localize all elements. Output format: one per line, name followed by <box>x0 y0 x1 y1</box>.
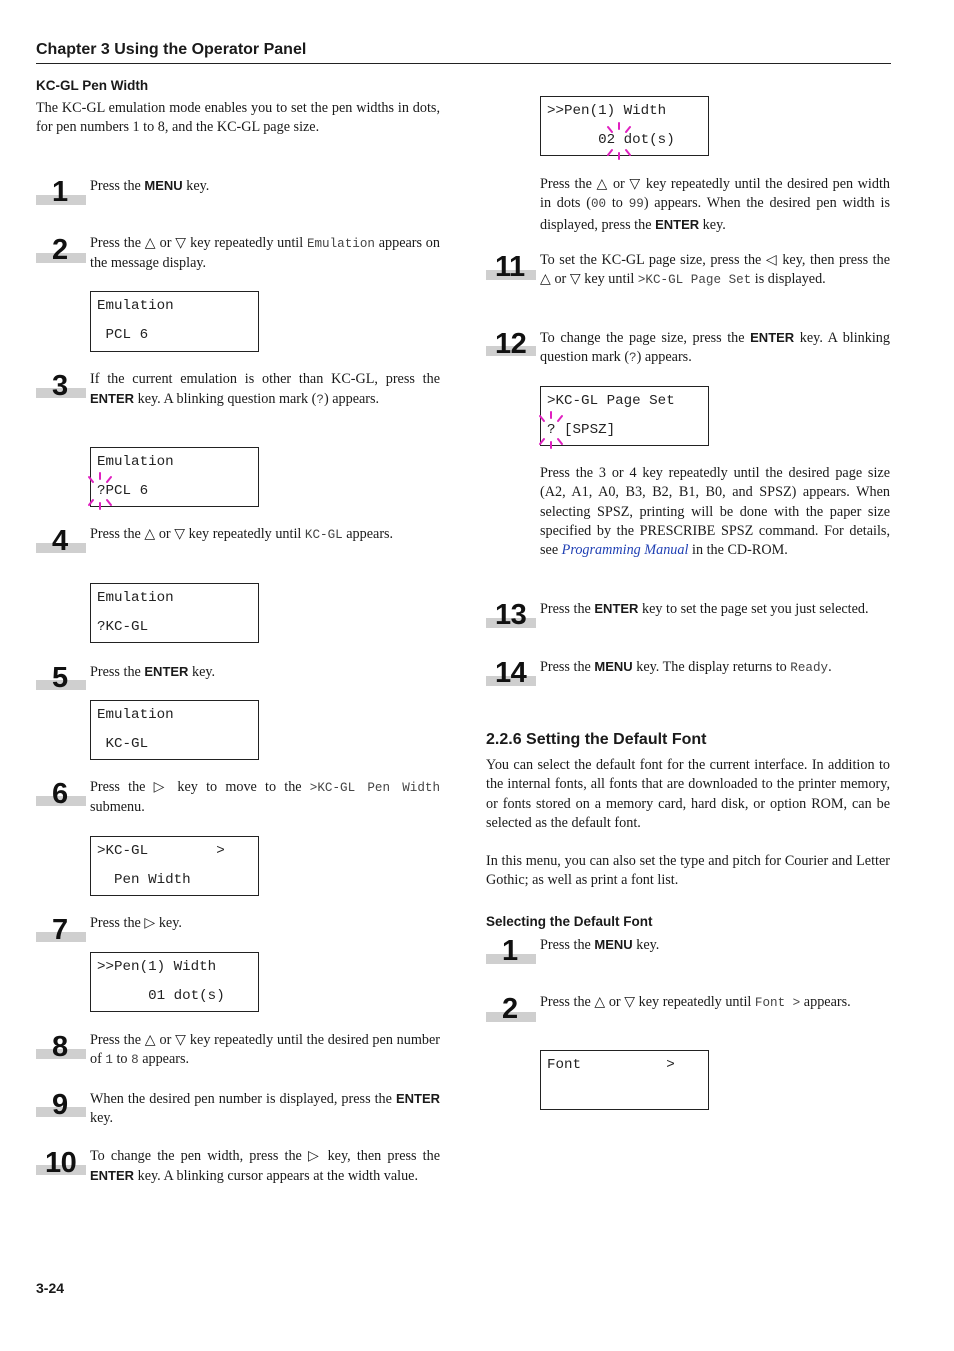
blink-indicator-icon <box>537 411 565 449</box>
step-number: 1 <box>502 935 518 967</box>
step-6-text: Press the ▷ key to move to the >KC-GL Pen Width submenu. <box>90 779 441 816</box>
lcd-line-2: ?KC-GL <box>97 619 149 635</box>
pen-width-paragraph: Press the △ or ▽ key repeatedly until the desired pen width in dots (00 to 99) appears. When the desired pen width is displayed, press the ENTER key. <box>540 176 891 233</box>
step-number: 7 <box>52 914 68 946</box>
lcd-display <box>540 386 709 446</box>
section-paragraph-1: You can select the default font for the current interface. In addition to the internal fonts, all fonts that are downloaded to the printer memory, or fonts stored on a memory card, hard disk, or option ROM, can be selected as the default font. <box>486 757 890 831</box>
lcd-display <box>90 291 259 352</box>
lcd-line-1: Font > <box>547 1057 675 1073</box>
section-heading-pen-width: KC-GL Pen Width <box>36 78 149 93</box>
lcd-line-2: PCL 6 <box>97 327 149 343</box>
step-2-text: Press the △ or ▽ key repeatedly until Emulation appears on the message display. <box>90 235 440 272</box>
subsection-heading: Selecting the Default Font <box>486 914 653 929</box>
step-number: 12 <box>495 328 527 360</box>
font-step-1-text: Press the MENU key. <box>540 937 660 953</box>
lcd-line-1: Emulation <box>97 454 174 470</box>
blink-indicator-icon <box>86 472 114 510</box>
lcd-line-2: 01 dot(s) <box>97 988 225 1004</box>
lcd-line-2: Pen Width <box>97 872 191 888</box>
step-number: 1 <box>52 176 68 208</box>
blink-indicator-icon <box>605 122 633 160</box>
step-5-text: Press the ENTER key. <box>90 664 216 680</box>
lcd-line-1: >>Pen(1) Width <box>547 103 667 119</box>
step-8-text: Press the △ or ▽ key repeatedly until the desired pen number of 1 to 8 appears. <box>90 1032 440 1068</box>
step-13-text: Press the ENTER key to set the page set you just selected. <box>540 601 869 617</box>
lcd-line-1: Emulation <box>97 298 174 314</box>
chapter-title: Chapter 3 Using the Operator Panel <box>36 41 307 58</box>
step-11-text: To set the KC-GL page size, press the ◁ key, then press the △ or ▽ key until >KC-GL Page Set is displayed. <box>540 252 890 288</box>
step-number: 8 <box>52 1031 68 1063</box>
lcd-display <box>540 1050 709 1110</box>
step-14-text: Press the MENU key. The display returns to Ready. <box>540 659 832 675</box>
lcd-display <box>90 952 259 1012</box>
step-number: 14 <box>495 657 527 689</box>
step-number: 4 <box>52 525 68 557</box>
font-step-2-text: Press the △ or ▽ key repeatedly until Font > appears. <box>540 994 851 1010</box>
lcd-display <box>90 583 259 643</box>
page-number: 3-24 <box>36 1280 65 1296</box>
intro-paragraph: The KC-GL emulation mode enables you to set the pen widths in dots, for pen numbers 1 to 8, and the KC-GL page size. <box>36 100 440 136</box>
header-rule <box>36 63 891 64</box>
section-paragraph-2: In this menu, you can also set the type and pitch for Courier and Letter Gothic; as well as print a font list. <box>486 853 890 889</box>
step-number: 10 <box>45 1147 77 1179</box>
lcd-display <box>90 447 259 507</box>
step-10-text: To change the pen width, press the ▷ key, then press the ENTER key. A blinking cursor appears at the width value. <box>90 1148 440 1185</box>
step-number: 9 <box>52 1089 68 1121</box>
step-12-text: To change the page size, press the ENTER key. A blinking question mark (?) appears. <box>540 330 890 366</box>
lcd-line-1: Emulation <box>97 707 174 723</box>
step-number: 11 <box>495 251 525 283</box>
lcd-line-1: >>Pen(1) Width <box>97 959 217 975</box>
lcd-line-1: Emulation <box>97 590 174 606</box>
page-size-paragraph: Press the 3 or 4 key repeatedly until the desired page size (A2, A1, A0, B3, B2, B1, B0, and SPSZ) appears. When selecting SPSZ, printing will be done with the paper size specified by the PRESCRIBE SPSZ command. For details, see Programming Manual in the CD-ROM. <box>540 465 890 559</box>
programming-manual-link[interactable]: Programming Manual <box>561 542 689 559</box>
step-number: 13 <box>495 599 527 631</box>
lcd-display <box>90 836 259 896</box>
step-number: 3 <box>52 370 68 402</box>
lcd-line-2: ?PCL 6 <box>97 483 149 499</box>
lcd-line-1: >KC-GL Page Set <box>547 393 675 409</box>
step-1-text: Press the MENU key. <box>90 178 210 194</box>
lcd-line-1: >KC-GL > <box>97 843 225 859</box>
step-number: 6 <box>52 778 68 810</box>
lcd-line-2: 02 dot(s) <box>547 132 675 148</box>
lcd-line-2: KC-GL <box>97 736 149 752</box>
lcd-line-2: ? [SPSZ] <box>547 422 616 438</box>
step-number: 2 <box>52 234 68 266</box>
step-3-text: If the current emulation is other than KC-GL, press the ENTER key. A blinking question mark (?) appears. <box>90 371 440 408</box>
section-title: 2.2.6 Setting the Default Font <box>486 731 707 748</box>
step-9-text: When the desired pen number is displayed, press the ENTER key. <box>90 1091 440 1127</box>
step-number: 2 <box>502 993 518 1025</box>
step-4-text: Press the △ or ▽ key repeatedly until KC-GL appears. <box>90 526 394 542</box>
step-7-text: Press the ▷ key. <box>90 915 182 931</box>
lcd-display <box>90 700 259 760</box>
step-number: 5 <box>52 662 68 694</box>
